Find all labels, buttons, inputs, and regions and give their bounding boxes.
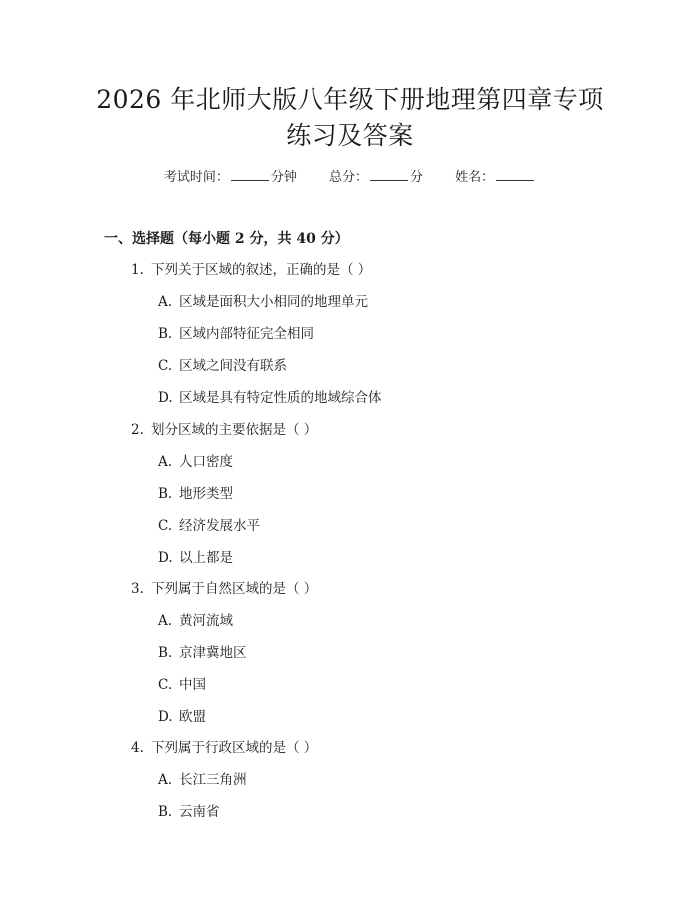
option-4b[interactable] [158, 802, 220, 822]
option-text: 区域是面积大小相同的地理单元 [179, 294, 368, 310]
option-text: 长江三角洲 [179, 772, 247, 788]
student-name-field [455, 168, 536, 188]
option-text: 经济发展水平 [179, 518, 260, 534]
option-letter: B. [158, 804, 173, 820]
option-letter: C. [158, 518, 173, 534]
option-3a[interactable] [158, 611, 233, 631]
option-letter: C. [158, 358, 173, 374]
option-text: 京津冀地区 [179, 645, 247, 661]
option-2b[interactable] [158, 484, 233, 504]
exam-info-row [0, 168, 700, 188]
question-text: 划分区域的主要依据是（ ） [151, 422, 318, 438]
option-1a[interactable] [158, 292, 368, 312]
option-2d[interactable] [158, 548, 233, 568]
option-text: 区域是具有特定性质的地域综合体 [179, 390, 382, 406]
option-1d[interactable] [158, 388, 382, 408]
question-number: 3. [131, 581, 144, 597]
question-text: 下列关于区域的叙述，正确的是（ ） [151, 262, 372, 278]
student-name-label: 姓名： [455, 170, 495, 185]
option-3b[interactable] [158, 643, 247, 663]
question-1 [131, 260, 371, 280]
student-name-blank[interactable] [496, 168, 534, 181]
option-letter: D. [158, 550, 173, 566]
total-score-field [329, 168, 423, 188]
option-letter: D. [158, 390, 173, 406]
option-letter: C. [158, 677, 173, 693]
section-heading: 一、选择题（每小题 2 分，共 40 分） [104, 231, 349, 247]
option-letter: A. [158, 772, 173, 788]
exam-time-label: 考试时间： [163, 170, 229, 185]
option-1c[interactable] [158, 356, 287, 376]
option-2a[interactable] [158, 452, 233, 472]
option-letter: D. [158, 709, 173, 725]
option-letter: A. [158, 454, 173, 470]
option-text: 欧盟 [179, 709, 206, 725]
option-4a[interactable] [158, 770, 247, 790]
option-letter: A. [158, 613, 173, 629]
exam-time-blank[interactable] [231, 168, 269, 181]
question-text: 下列属于行政区域的是（ ） [151, 740, 318, 756]
question-text: 下列属于自然区域的是（ ） [151, 581, 318, 597]
option-3d[interactable] [158, 707, 206, 727]
option-3c[interactable] [158, 675, 206, 695]
question-3 [131, 579, 317, 599]
exam-time-field [164, 168, 297, 188]
option-letter: B. [158, 326, 173, 342]
option-1b[interactable] [158, 324, 314, 344]
option-text: 以上都是 [179, 550, 233, 566]
exam-time-unit: 分钟 [270, 170, 297, 185]
option-text: 黄河流域 [179, 613, 233, 629]
option-letter: B. [158, 645, 173, 661]
option-letter: B. [158, 486, 173, 502]
page-title-line-2: 练习及答案 [286, 121, 414, 150]
page-title-line-1: 2026 年北师大版八年级下册地理第四章专项 [96, 85, 604, 114]
option-text: 中国 [179, 677, 206, 693]
option-text: 区域之间没有联系 [179, 358, 287, 374]
option-text: 区域内部特征完全相同 [179, 326, 314, 342]
total-score-blank[interactable] [370, 168, 408, 181]
question-number: 4. [131, 740, 144, 756]
option-2c[interactable] [158, 516, 260, 536]
option-text: 云南省 [179, 804, 220, 820]
question-2 [131, 420, 317, 440]
option-text: 地形类型 [179, 486, 233, 502]
question-number: 1. [131, 262, 144, 278]
option-text: 人口密度 [179, 454, 233, 470]
question-4 [131, 738, 317, 758]
total-score-unit: 分 [410, 170, 424, 185]
option-letter: A. [158, 294, 173, 310]
question-number: 2. [131, 422, 144, 438]
total-score-label: 总分： [328, 170, 368, 185]
